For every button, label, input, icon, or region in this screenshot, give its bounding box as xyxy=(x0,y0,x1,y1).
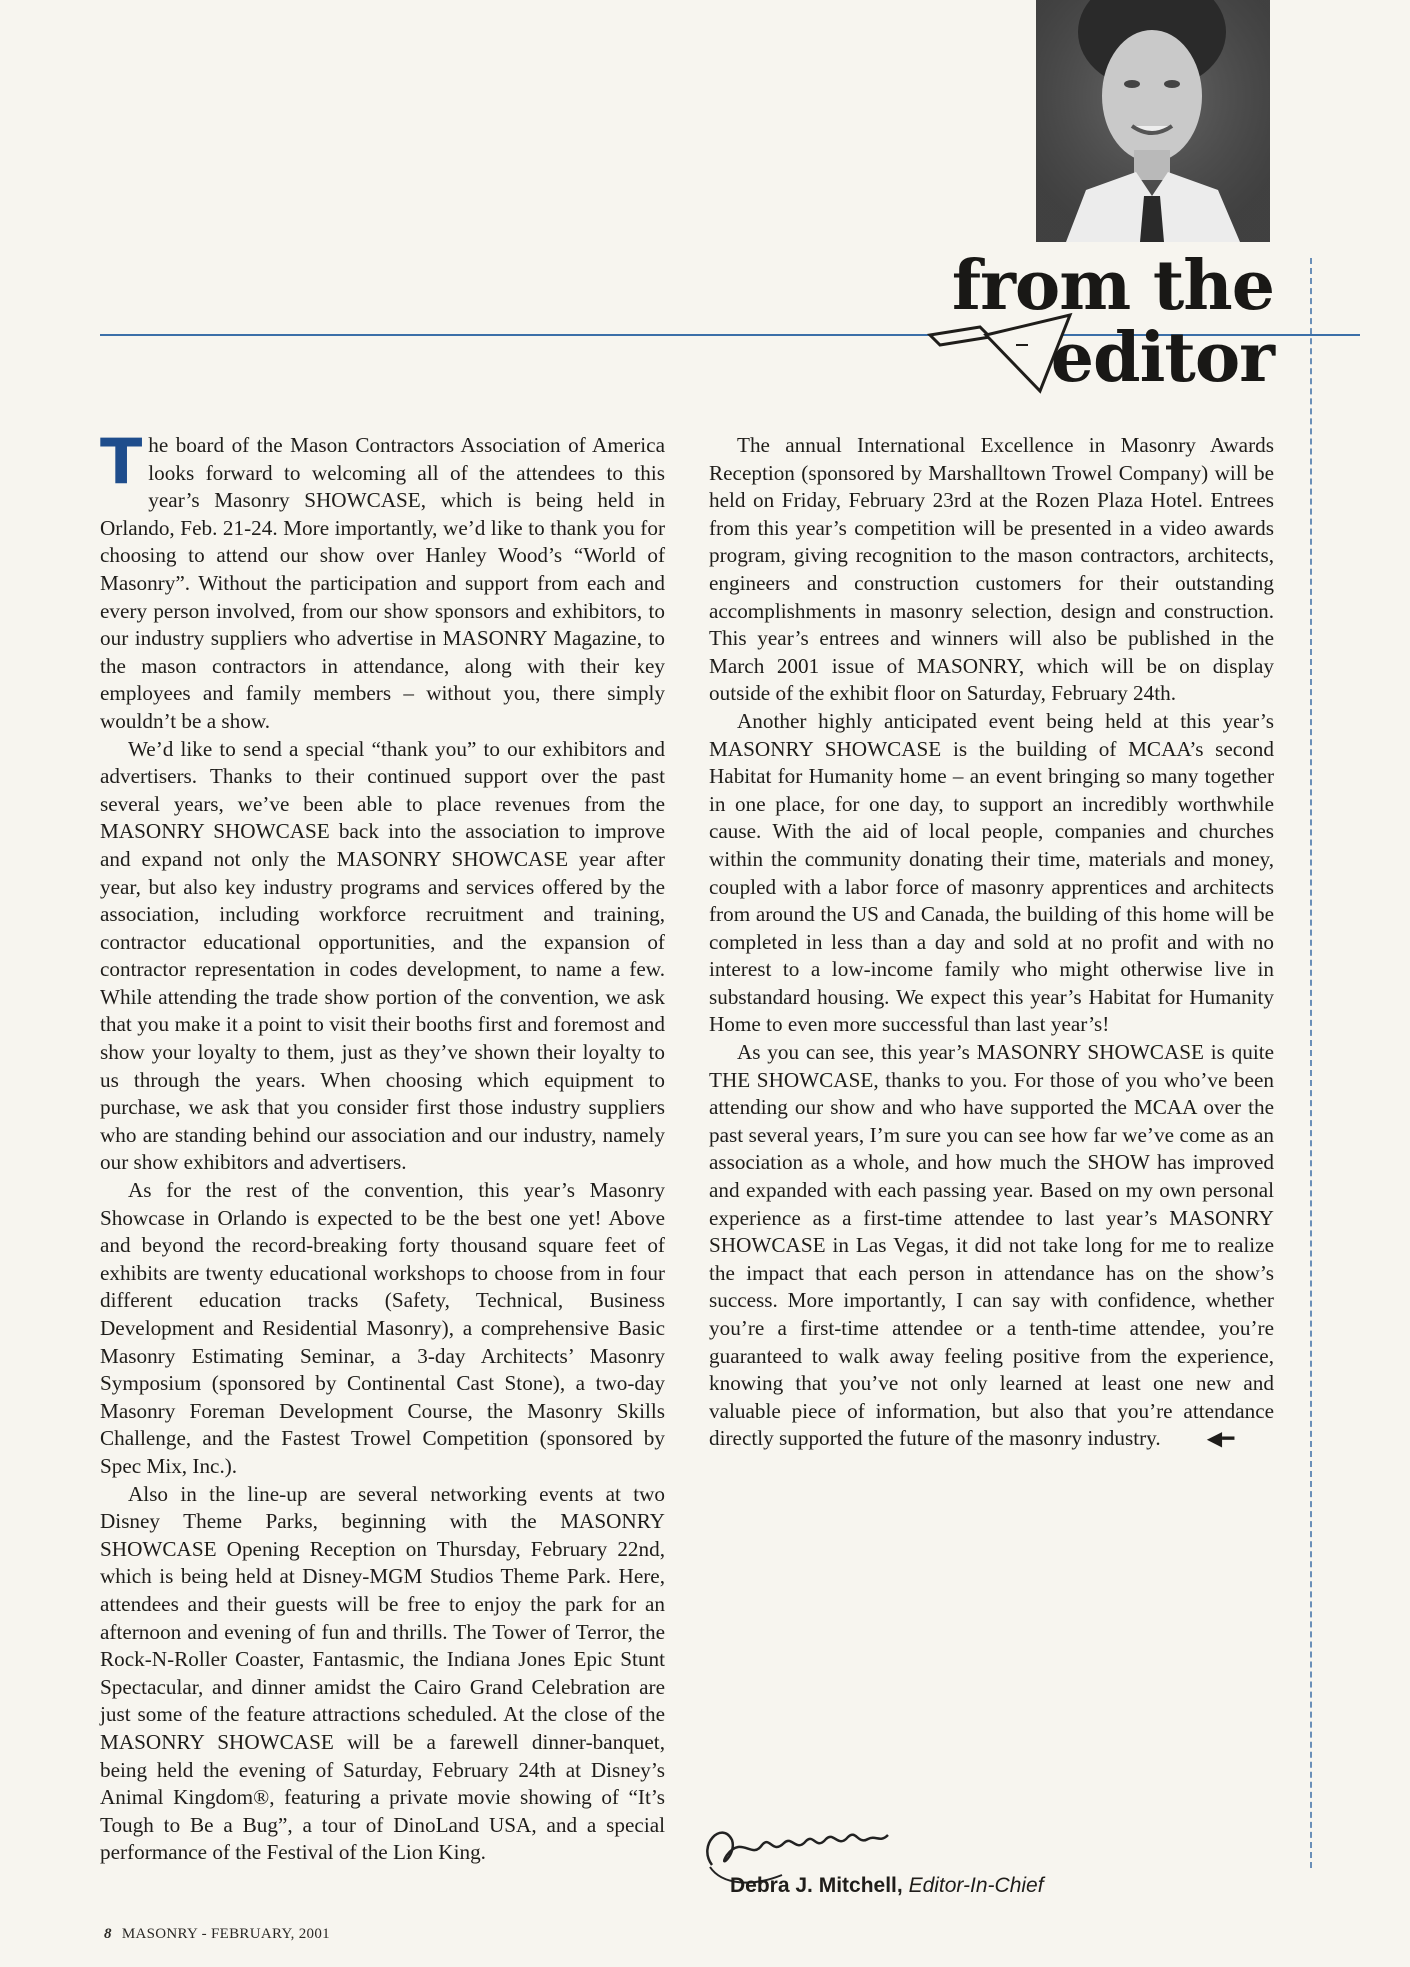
section-title xyxy=(951,246,1274,398)
section-title-line1: from the xyxy=(951,246,1274,326)
editor-portrait-image xyxy=(1036,0,1270,242)
article-column-left xyxy=(100,425,665,1867)
section-title-line2: editor xyxy=(1050,318,1274,398)
author-name: Debra J. Mitchell, xyxy=(730,1874,903,1897)
article-paragraph: We’d like to send a special “thank you” to our exhibitors and advertisers. Thanks to their continued support over the past several years, we’ve been able to place revenues from the MASONRY SHOWCASE back into the association to improve and expand not only the MASONRY SHOWCASE year after year, but also key industry programs and services offered by the association, including workforce recruitment and training, contractor educational opportunities, and the expansion of contractor representation in codes development, to name a few. While attending the trade show portion of the convention, we ask that you make it a point to visit their booths first and foremost and show your loyalty to them, just as they’ve shown their loyalty to us through the years. When choosing which equipment to purchase, we ask that you consider first those industry suppliers who are standing behind our association and our industry, namely our show exhibitors and advertisers. xyxy=(100,736,665,1175)
author-role: Editor-In-Chief xyxy=(908,1874,1044,1897)
paragraph-text: As you can see, this year’s MASONRY SHOWCASE is quite THE SHOWCASE, thanks to you. For those of you who’ve been attending our show and who have supported the MCAA over the past several years, I’m sure you can see how far we’ve come as an association as a whole, and how much the SHOW has improved and expanded with each passing year. Based on my own personal experience as a first-time attendee to last year’s MASONRY SHOWCASE in Las Vegas, it did not take long for me to realize the impact that each person in attendance has on the show’s success. More importantly, I can say with confidence, whether you’re a first-time attendee or a tenth-time attendee, you’re guaranteed to walk away feeling positive from the experience, knowing that you’ve not only learned at least one new and valuable piece of information, but also that you’re attendance directly supported the future of the masonry industry. xyxy=(709,1040,1274,1451)
end-mark-icon: ◀━ xyxy=(1206,1428,1235,1451)
article-paragraph: As for the rest of the convention, this year’s Masonry Showcase in Orlando is expected to be the best one yet! Above and beyond the record-breaking forty thousand square feet of exhibits are twenty educational workshops to choose from in four different education tracks (Safety, Technical, Business Development and Residential Masonry), a comprehensive Basic Masonry Estimating Seminar, a 3-day Architects’ Masonry Symposium (sponsored by Continental Cast Stone), a two-day Masonry Foreman Development Course, the Masonry Skills Challenge, and the Fastest Trowel Competition (sponsored by Spec Mix, Inc.). xyxy=(100,1178,665,1478)
drop-cap: T xyxy=(100,425,143,498)
editor-photo xyxy=(1036,0,1270,242)
page-footer xyxy=(104,1926,330,1943)
article-paragraph xyxy=(709,1039,1274,1454)
article-column-right xyxy=(709,432,1274,1454)
page-number: 8 xyxy=(104,1926,112,1942)
article-paragraph: The annual International Excellence in Masonry Awards Reception (sponsored by Marshalltown Trowel Company) will be held on Friday, February 23rd at the Rozen Plaza Hotel. Entrees from this year’s competition will be presented in a video awards program, giving recognition to the mason contractors, architects, engineers and construction customers for their outstanding accomplishments in masonry selection, design and construction. This year’s entrees and winners will also be published in the March 2001 issue of MASONRY, which will be on display outside of the exhibit floor on Saturday, February 24th. xyxy=(709,433,1274,706)
signature-line xyxy=(730,1874,1044,1898)
margin-dashed-rule xyxy=(1310,258,1312,1868)
article-paragraph: Also in the line-up are several networking events at two Disney Theme Parks, beginning with the MASONRY SHOWCASE Opening Reception on Thursday, February 22nd, which is being held at Disney-MGM Studios Theme Park. Here, attendees and their guests will be free to enjoy the park for an afternoon and evening of fun and thrills. The Tower of Terror, the Rock-N-Roller Coaster, Fantasmic, the Indiana Jones Epic Stunt Spectacular, and dinner amidst the Cairo Grand Celebration are just some of the feature attractions scheduled. At the close of the MASONRY SHOWCASE will be a farewell dinner-banquet, being held the evening of Saturday, February 24th at Disney’s Animal Kingdom®, featuring a private movie showing of “It’s Tough to Be a Bug”, a tour of DinoLand USA, and a special performance of the Festival of the Lion King. xyxy=(100,1481,665,1865)
footer-text: MASONRY - FEBRUARY, 2001 xyxy=(121,1926,330,1942)
paragraph-text: he board of the Mason Contractors Association of America looks forward to welcoming all of the attendees to this year’s Masonry SHOWCASE, which is being held in Orlando, Feb. 21-24. More importantly, we’d like to thank you for choosing to attend our show over Hanley Wood’s “World of Masonry”. Without the participation and support from each and every person involved, from our show sponsors and exhibitors, to our industry suppliers who advertise in MASONRY Magazine, to the mason contractors in attendance, along with their key employees and family members – without you, there simply wouldn’t be a show. xyxy=(100,433,665,733)
article-paragraph xyxy=(100,425,665,736)
article-paragraph: Another highly anticipated event being held at this year’s MASONRY SHOWCASE is the building of MCAA’s second Habitat for Humanity home – an event bringing so many together in one place, for one day, to support an incredibly worthwhile cause. With the aid of local people, companies and churches within the community donating their time, materials and money, coupled with a labor force of masonry apprentices and architects from around the US and Canada, the building of this home will be completed in less than a day and sold at no profit and with no interest to a low-income family who might otherwise live in substandard housing. We expect this year’s Habitat for Humanity Home to even more successful than last year’s! xyxy=(709,708,1274,1037)
